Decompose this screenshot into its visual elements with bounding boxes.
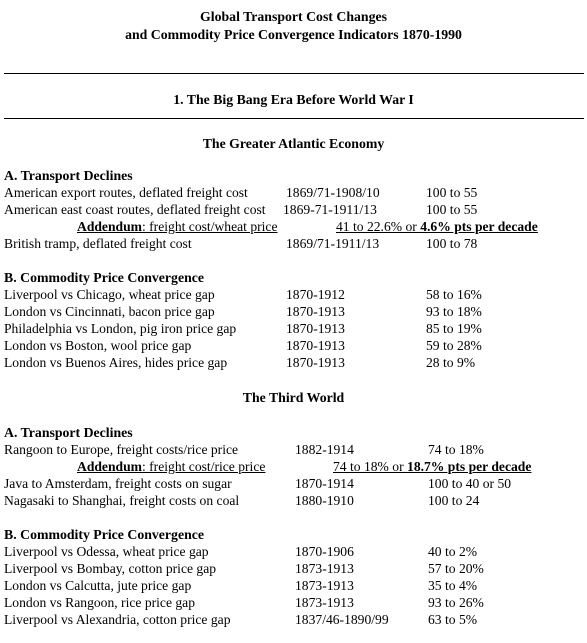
addendum-label bbox=[77, 459, 265, 475]
row-change: 100 to 55 bbox=[426, 202, 478, 217]
document-title-line1: Global Transport Cost Changes bbox=[200, 9, 387, 24]
row-change: 59 to 28% bbox=[426, 338, 482, 353]
table-row bbox=[4, 578, 587, 595]
row-period: 1870-1914 bbox=[295, 476, 354, 491]
table-row bbox=[4, 236, 587, 253]
table-row bbox=[4, 287, 587, 304]
row-label: London vs Buenos Aires, hides price gap bbox=[4, 355, 228, 370]
addendum-row bbox=[4, 219, 587, 236]
row-label: London vs Cincinnati, bacon price gap bbox=[4, 304, 215, 319]
row-label: London vs Boston, wool price gap bbox=[4, 338, 192, 353]
row-period: 1873-1913 bbox=[295, 561, 354, 576]
row-period: 1882-1914 bbox=[295, 442, 354, 457]
table-row bbox=[4, 338, 587, 355]
row-change: 74 to 18% bbox=[428, 442, 484, 457]
third-world-transport-heading: A. Transport Declines bbox=[4, 425, 133, 440]
row-label: Java to Amsterdam, freight costs on sugar bbox=[4, 476, 232, 491]
row-change: 93 to 18% bbox=[426, 304, 482, 319]
divider-bottom bbox=[4, 118, 584, 119]
row-label: Liverpool vs Chicago, wheat price gap bbox=[4, 287, 215, 302]
row-label: London vs Calcutta, jute price gap bbox=[4, 578, 192, 593]
row-period: 1873-1913 bbox=[295, 578, 354, 593]
row-period: 1870-1913 bbox=[286, 304, 345, 319]
row-period: 1870-1913 bbox=[286, 355, 345, 370]
addendum-label-rest: : freight cost/wheat price bbox=[141, 219, 278, 234]
addendum-value bbox=[336, 219, 538, 235]
divider-top bbox=[4, 73, 584, 74]
row-period: 1870-1912 bbox=[286, 287, 345, 302]
row-period: 1869/71-1911/13 bbox=[286, 236, 380, 251]
addendum-value bbox=[333, 459, 531, 475]
atlantic-heading: The Greater Atlantic Economy bbox=[202, 136, 385, 151]
row-change: 100 to 24 bbox=[428, 493, 480, 508]
addendum-bold: Addendum bbox=[77, 459, 142, 474]
row-change: 85 to 19% bbox=[426, 321, 482, 336]
row-change: 100 to 55 bbox=[426, 185, 478, 200]
table-row bbox=[4, 561, 587, 578]
row-label: Liverpool vs Bombay, cotton price gap bbox=[4, 561, 217, 576]
row-change: 100 to 78 bbox=[426, 236, 478, 251]
table-row bbox=[4, 185, 587, 202]
row-period: 1869/71-1908/10 bbox=[286, 185, 380, 200]
row-label: American east coast routes, deflated freight cost bbox=[4, 202, 266, 217]
row-label: Liverpool vs Odessa, wheat price gap bbox=[4, 544, 209, 559]
part1-heading: 1. The Big Bang Era Before World War I bbox=[173, 92, 414, 107]
row-period: 1880-1910 bbox=[295, 493, 354, 508]
row-period: 1870-1913 bbox=[286, 338, 345, 353]
row-label: London vs Rangoon, rice price gap bbox=[4, 595, 196, 610]
row-period: 1837/46-1890/99 bbox=[295, 612, 389, 627]
row-period: 1870-1913 bbox=[286, 321, 345, 336]
addendum-row bbox=[4, 459, 587, 476]
addendum-bold: Addendum bbox=[77, 219, 142, 234]
row-period: 1869-71-1911/13 bbox=[283, 202, 377, 217]
table-row bbox=[4, 355, 587, 372]
row-change: 100 to 40 or 50 bbox=[428, 476, 512, 491]
table-row bbox=[4, 321, 587, 338]
addendum-text: 74 to 18% or bbox=[333, 459, 408, 474]
addendum-rate: 4.6% pts per decade bbox=[420, 219, 538, 234]
table-row bbox=[4, 544, 587, 561]
third-world-heading: The Third World bbox=[242, 390, 345, 405]
row-change: 57 to 20% bbox=[428, 561, 484, 576]
addendum-text: 41 to 22.6% or bbox=[336, 219, 421, 234]
row-label: Liverpool vs Alexandria, cotton price gap bbox=[4, 612, 231, 627]
row-period: 1870-1906 bbox=[295, 544, 354, 559]
row-label: Rangoon to Europe, freight costs/rice price bbox=[4, 442, 239, 457]
table-row bbox=[4, 595, 587, 612]
row-change: 40 to 2% bbox=[428, 544, 478, 559]
table-row bbox=[4, 476, 587, 493]
row-period: 1873-1913 bbox=[295, 595, 354, 610]
addendum-rate: 18.7% pts per decade bbox=[407, 459, 532, 474]
table-row bbox=[4, 202, 587, 219]
table-row bbox=[4, 442, 587, 459]
third-world-commodity-heading: B. Commodity Price Convergence bbox=[4, 527, 205, 542]
row-change: 28 to 9% bbox=[426, 355, 476, 370]
row-label: Philadelphia vs London, pig iron price gap bbox=[4, 321, 237, 336]
addendum-label bbox=[77, 219, 278, 235]
row-change: 63 to 5% bbox=[428, 612, 478, 627]
row-change: 58 to 16% bbox=[426, 287, 482, 302]
atlantic-transport-heading: A. Transport Declines bbox=[4, 168, 133, 183]
row-change: 93 to 26% bbox=[428, 595, 484, 610]
table-row bbox=[4, 493, 587, 510]
document-title-line2: and Commodity Price Convergence Indicators 1870-1990 bbox=[125, 27, 462, 42]
table-row bbox=[4, 304, 587, 321]
table-row bbox=[4, 612, 587, 629]
row-label: Nagasaki to Shanghai, freight costs on coal bbox=[4, 493, 240, 508]
addendum-label-rest: : freight cost/rice price bbox=[141, 459, 266, 474]
row-label: American export routes, deflated freight cost bbox=[4, 185, 248, 200]
row-change: 35 to 4% bbox=[428, 578, 478, 593]
row-label: British tramp, deflated freight cost bbox=[4, 236, 192, 251]
atlantic-commodity-heading: B. Commodity Price Convergence bbox=[4, 270, 205, 285]
